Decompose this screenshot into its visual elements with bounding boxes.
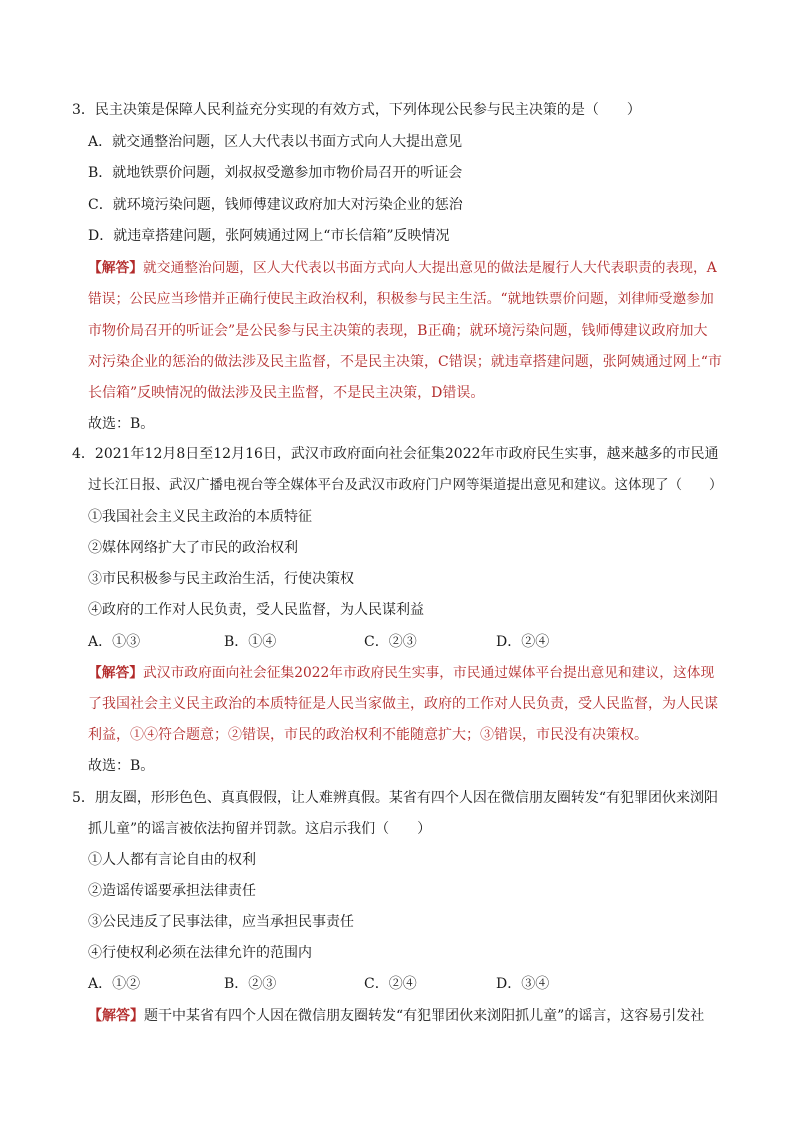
q4-answer-tag: 【解答】 [88,665,144,681]
q5-item-1: ①人人都有言论自由的权利 [88,852,256,868]
q4-choice-b: B．①④ [224,634,277,650]
q5-item-2: ②造谣传谣要承担法律责任 [88,883,256,899]
q5-item-3: ③公民违反了民事法律，应当承担民事责任 [88,914,354,930]
q5-stem-line-2: 抓儿童”的谣言被依法拘留并罚款。这启示我们（ ） [88,821,432,837]
q5-stem-line-1: 5．朋友圈，形形色色、真真假假，让人难辨真假。某省有四个人因在微信朋友圈转发“有犯罪团伙来浏阳 [72,790,719,806]
q4-answer-line-1 [88,663,714,683]
q4-conclusion: 故选：B。 [88,758,155,774]
q3-answer-line-1 [88,258,717,278]
q5-answer-text-1: 题干中某省有四个人因在微信朋友圈转发“有犯罪团伙来浏阳抓儿童”的谣言，这容易引发社 [144,1008,705,1024]
q3-option-c: C．就环境污染问题，钱师傅建议政府加大对污染企业的惩治 [88,197,463,213]
q3-answer-line-3: 市物价局召开的听证会”是公民参与民主决策的表现，B正确；就环境污染问题，钱师傅建议政府加大 [88,323,708,339]
q4-item-1: ①我国社会主义民主政治的本质特征 [88,509,312,525]
q5-choice-a: A．①② [88,976,141,992]
q3-conclusion: 故选：B。 [88,416,155,432]
q3-option-b: B．就地铁票价问题，刘叔叔受邀参加市物价局召开的听证会 [88,165,463,181]
q5-choice-d: D．③④ [496,976,550,992]
q5-item-4: ④行使权利必须在法律允许的范围内 [88,945,312,961]
q4-choice-d: D．②④ [496,634,550,650]
q4-choice-a: A．①③ [88,634,141,650]
q3-option-d: D．就违章搭建问题，张阿姨通过网上“市长信箱”反映情况 [88,228,450,244]
q3-stem: 3．民主决策是保障人民利益充分实现的有效方式，下列体现公民参与民主决策的是（ ） [72,102,641,118]
q4-answer-line-3: 利益，①④符合题意；②错误，市民的政治权利不能随意扩大；③错误，市民没有决策权。 [88,727,648,743]
q4-choice-c: C．②③ [364,634,417,650]
q5-choice-b: B．②③ [224,976,277,992]
q3-answer-line-4: 对污染企业的惩治的做法涉及民主监督，不是民主决策，C错误；就违章搭建问题，张阿姨通过网上“市 [88,354,722,370]
q4-answer-text-1: 武汉市政府面向社会征集2022年市政府民生实事，市民通过媒体平台提出意见和建议，这体现 [143,665,715,681]
q4-item-4: ④政府的工作对人民负责，受人民监督，为人民谋利益 [88,602,424,618]
q4-item-2: ②媒体网络扩大了市民的政治权利 [88,540,298,556]
q4-answer-line-2: 了我国社会主义民主政治的本质特征是人民当家做主，政府的工作对人民负责，受人民监督，为人民谋 [88,696,718,712]
q3-answer-line-5: 长信箱”反映情况的做法涉及民主监督，不是民主决策，D错误。 [88,385,485,401]
q3-answer-tag: 【解答】 [88,260,144,276]
q4-stem-line-1: 4．2021年12月8日至12月16日，武汉市政府面向社会征集2022年市政府民生实事，越来越多的市民通 [72,446,719,462]
q5-choice-c: C．②④ [364,976,417,992]
q5-answer-line-1 [88,1006,704,1026]
q3-answer-text-1: 就交通整治问题，区人大代表以书面方式向人大提出意见的做法是履行人大代表职责的表现，A [143,260,717,276]
q3-option-a: A．就交通整治问题，区人大代表以书面方式向人大提出意见 [88,134,463,150]
q4-item-3: ③市民积极参与民主政治生活，行使决策权 [88,571,354,587]
q3-answer-line-2: 错误；公民应当珍惜并正确行使民主政治权利，积极参与民主生活。“就地铁票价问题，刘律师受邀参加 [88,291,714,307]
q5-answer-tag: 【解答】 [88,1008,144,1024]
q4-stem-line-2: 过长江日报、武汉广播电视台等全媒体平台及武汉市政府门户网等渠道提出意见和建议。这体现了（ ） [88,477,723,493]
